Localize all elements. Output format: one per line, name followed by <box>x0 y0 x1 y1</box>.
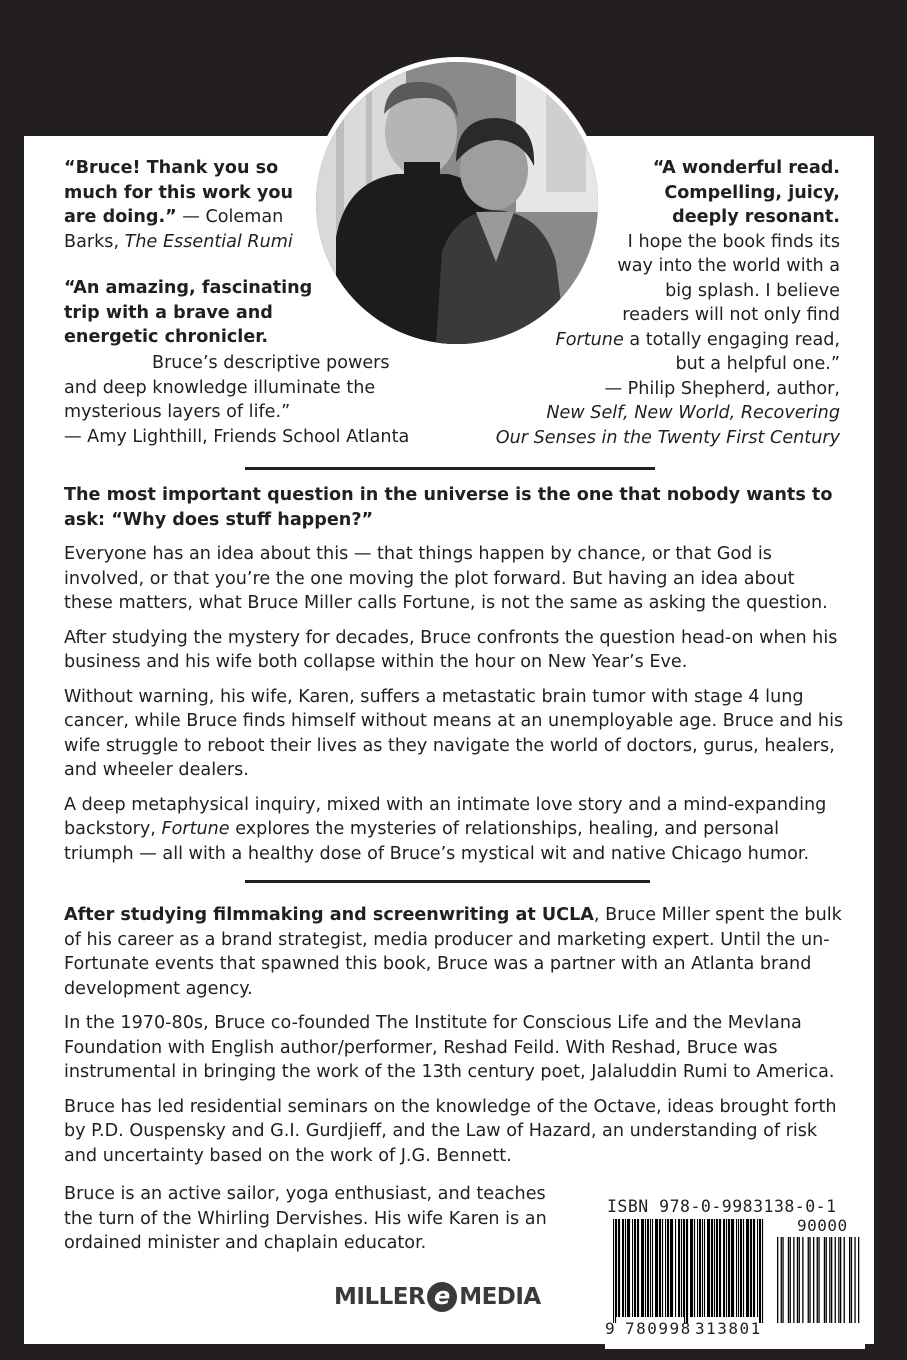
barcode-bar <box>667 1219 668 1317</box>
barcode-addon-bar <box>808 1237 809 1323</box>
barcode-bar <box>708 1219 709 1317</box>
barcode-addon-bar <box>826 1237 827 1323</box>
barcode-bar <box>647 1219 648 1317</box>
barcode-bar <box>670 1219 671 1317</box>
author-bio <box>64 903 844 1168</box>
divider <box>245 467 655 470</box>
barcode-bar <box>625 1219 626 1317</box>
barcode-addon-bar <box>849 1237 850 1323</box>
barcode-bar <box>738 1219 739 1317</box>
barcode-bar <box>650 1219 651 1317</box>
barcode-bar <box>717 1219 718 1317</box>
quote-bold-line: Compelling, juicy, <box>664 182 840 203</box>
book-title: New Self, New World, Recovering <box>546 403 840 423</box>
barcode-bar <box>632 1219 633 1317</box>
barcode-addon-bar <box>831 1237 832 1323</box>
barcode-bar <box>731 1219 732 1317</box>
quote-line: big splash. I believe <box>665 280 840 301</box>
isbn-barcode <box>605 1199 865 1349</box>
barcode-bar <box>720 1219 721 1317</box>
barcode-bar <box>679 1219 680 1317</box>
barcode-addon-bar <box>802 1237 803 1323</box>
barcode-bar <box>754 1219 755 1317</box>
barcode-bar <box>750 1219 751 1317</box>
logo-e-icon: e <box>427 1282 457 1312</box>
barcode-bar <box>622 1219 623 1317</box>
author-bio-last <box>64 1182 554 1256</box>
barcode-bar <box>740 1219 741 1317</box>
barcode-bar <box>675 1219 676 1317</box>
barcode-bar <box>619 1219 620 1317</box>
barcode-bar <box>637 1219 638 1317</box>
barcode-bar <box>656 1219 657 1317</box>
barcode-bar <box>694 1219 695 1317</box>
quote-amy-lighthill-body <box>64 351 424 449</box>
barcode-bar <box>613 1219 614 1323</box>
book-title: Fortune <box>555 329 624 350</box>
barcode-bar <box>671 1219 672 1317</box>
barcode-addon-bar <box>781 1237 782 1323</box>
barcode-bar <box>716 1219 717 1317</box>
synopsis-headline: The most important question in the universe is the one that nobody wants to ask: “Why does stuff happen?” <box>64 485 833 530</box>
publisher-logo <box>334 1280 541 1314</box>
barcode-bar <box>652 1219 653 1317</box>
synopsis-paragraph <box>64 793 844 867</box>
barcode-addon-bar <box>817 1237 818 1323</box>
barcode-bar <box>759 1219 760 1323</box>
barcode-bar <box>678 1219 679 1317</box>
book-title: Our Senses in the Twenty First Century <box>495 427 840 448</box>
barcode-bar <box>684 1219 685 1323</box>
barcode-bar <box>645 1219 646 1317</box>
barcode-digits-left: 780998 <box>625 1319 692 1338</box>
barcode-bar <box>733 1219 734 1317</box>
barcode-bar <box>627 1219 628 1317</box>
barcode-bar <box>723 1219 724 1317</box>
quote-philip-shepherd <box>480 156 840 450</box>
barcode-bar <box>655 1219 656 1317</box>
barcode-addon-bar <box>840 1237 841 1323</box>
barcode-bar <box>681 1219 682 1317</box>
quote-line: but a helpful one.” <box>675 354 840 374</box>
barcode-bar <box>741 1219 742 1317</box>
barcode-bar <box>760 1219 761 1323</box>
barcode-addon-bar <box>854 1237 855 1323</box>
barcode-bar <box>616 1219 617 1317</box>
book-title: Fortune <box>161 819 230 839</box>
quote-coleman-barks <box>64 156 296 254</box>
barcode-bar <box>746 1219 747 1317</box>
barcode-bar <box>726 1219 727 1317</box>
barcode-addon-bar <box>797 1237 798 1323</box>
barcode-bar <box>691 1219 692 1317</box>
barcode-bar <box>638 1219 639 1317</box>
barcode-addon-bar <box>851 1237 852 1323</box>
barcode-bar <box>700 1219 701 1317</box>
synopsis <box>64 483 844 866</box>
barcode-bar <box>719 1219 720 1317</box>
barcode-bar <box>643 1219 644 1317</box>
barcode-bar <box>714 1219 715 1317</box>
synopsis-paragraph: Without warning, his wife, Karen, suffers a metastatic brain tumor with stage 4 lung cancer, while Bruce finds himself without means at an unemployable age. Bruce and his wife struggle to reboot their lives as they navigate the world of doctors, gurus, healers, and wheeler dealers. <box>64 686 844 780</box>
barcode-bar <box>618 1219 619 1317</box>
barcode-bar <box>692 1219 693 1317</box>
quote-line: I hope the book finds its <box>627 231 840 252</box>
barcode-bar <box>712 1219 713 1317</box>
barcode-bar <box>686 1219 687 1323</box>
barcode-addon-bar <box>824 1237 825 1323</box>
barcode-addon-bar <box>829 1237 830 1323</box>
barcode-addon-bar <box>809 1237 810 1323</box>
quote-text: Bruce’s descriptive powers and deep knowledge illuminate the mysterious layers of life.” <box>64 353 390 422</box>
quote-attribution: — Amy Lighthill, Friends School Atlanta <box>64 426 410 447</box>
logo-text: MEDIA <box>459 1284 541 1310</box>
barcode-bar <box>659 1219 660 1317</box>
barcode-bar <box>668 1219 669 1317</box>
barcode-addon-bar <box>858 1237 859 1323</box>
synopsis-text: explores the mysteries of relationships, healing, and personal triumph — all with a healthy dose of Bruce’s mystical wit and native Chicago humor. <box>64 819 810 864</box>
quote-line: readers will not only find <box>622 305 840 325</box>
barcode-addon-bar <box>844 1237 845 1323</box>
barcode-bar <box>642 1219 643 1317</box>
barcode-addon-bar <box>782 1237 783 1323</box>
barcode-bar <box>729 1219 730 1317</box>
barcode-bar <box>709 1219 710 1317</box>
barcode-bar <box>753 1219 754 1317</box>
barcode-lead-digit: 9 <box>605 1319 615 1338</box>
quote-bold: “An amazing, fascinating trip with a brave and energetic chronicler. <box>64 278 313 347</box>
barcode-bar <box>615 1219 616 1323</box>
quote-bold-line: “A wonderful read. <box>652 158 840 178</box>
barcode-bar <box>762 1219 763 1323</box>
barcode-bar <box>634 1219 635 1317</box>
barcode-bar <box>702 1219 703 1317</box>
barcode-bar <box>748 1219 749 1317</box>
barcode-bar <box>683 1219 684 1317</box>
barcode-bar <box>732 1219 733 1317</box>
barcode-bar <box>690 1219 691 1317</box>
barcode-addon-bar <box>790 1237 791 1323</box>
barcode-addon-bar <box>818 1237 819 1323</box>
barcode-bar <box>672 1219 673 1317</box>
barcode-bar <box>648 1219 649 1317</box>
synopsis-paragraph: After studying the mystery for decades, Bruce confronts the question head-on when his business and his wife both collapse within the hour on New Year’s Eve. <box>64 627 838 672</box>
quote-line: a totally engaging read, <box>623 329 840 350</box>
barcode-bar <box>728 1219 729 1317</box>
barcode-addon-bar <box>777 1237 778 1323</box>
book-title: The Essential Rumi <box>124 231 293 252</box>
quote-bold: “Bruce! Thank you so much for this work you are doing.” <box>64 158 293 227</box>
barcode-bar <box>757 1219 758 1317</box>
synopsis-text: A deep metaphysical inquiry, mixed with an intimate love story and a mind-expanding backstory, <box>64 794 827 839</box>
synopsis-paragraph: Everyone has an idea about this — that things happen by chance, or that God is involved, or that you’re the one moving the plot forward. But having an idea about these matters, what Bruce Miller calls Fortune, is not the same as asking the question. <box>64 544 828 613</box>
barcode-bar <box>629 1219 630 1317</box>
barcode-bar <box>747 1219 748 1317</box>
barcode-bar <box>662 1219 663 1317</box>
quote-amy-lighthill <box>64 276 424 350</box>
barcode-addon-bar <box>835 1237 836 1323</box>
barcode-digits-right: 313801 <box>695 1319 762 1338</box>
barcode-bar <box>697 1219 698 1317</box>
bio-text: , Bruce Miller spent the bulk of his career as a brand strategist, media producer and marketing expert. Until the un-Fortunate events that spawned this book, Bruce was a partner with an Atlanta brand development agency. <box>64 905 842 999</box>
barcode-bar <box>704 1219 705 1317</box>
barcode-bar <box>628 1219 629 1317</box>
barcode-bar <box>623 1219 624 1317</box>
barcode-bar <box>687 1219 688 1323</box>
quote-attribution: — Coleman Barks, <box>64 207 284 252</box>
barcode-bar <box>660 1219 661 1317</box>
barcode-bar <box>724 1219 725 1317</box>
barcode-bar <box>707 1219 708 1317</box>
barcode-addon-bar <box>788 1237 789 1323</box>
bio-bold: After studying filmmaking and screenwriting at UCLA <box>64 905 594 925</box>
quote-line: way into the world with a <box>617 256 840 276</box>
barcode-bar <box>657 1219 658 1317</box>
barcode-addon-bar <box>813 1237 814 1323</box>
quote-bold-line: deeply resonant. <box>672 207 840 227</box>
barcode-addon-bar <box>793 1237 794 1323</box>
barcode-bar <box>665 1219 666 1317</box>
barcode-bar <box>699 1219 700 1317</box>
divider <box>245 880 650 883</box>
isbn-text: ISBN 978-0-9983138-0-1 <box>607 1197 837 1216</box>
price-code: 90000 <box>797 1216 848 1235</box>
barcode-bar <box>635 1219 636 1317</box>
bio-paragraph: Bruce has led residential seminars on the knowledge of the Octave, ideas brought forth by P.D. Ouspensky and G.I. Gurdjieff, and the Law of Hazard, an understanding of risk and uncertainty based on the work of J.G. Bennett. <box>64 1096 837 1166</box>
barcode-addon-bar <box>799 1237 800 1323</box>
bio-paragraph: Bruce is an active sailor, yoga enthusiast, and teaches the turn of the Whirling Dervishes. His wife Karen is an ordained minister and chaplain educator. <box>64 1184 547 1253</box>
barcode-bar <box>743 1219 744 1317</box>
bio-paragraph: In the 1970-80s, Bruce co-founded The Institute for Conscious Life and the Mevlana Foundation with English author/performer, Reshad Feild. With Reshad, Bruce was instrumental in bringing the work of the 13th century poet, Jalaluddin Rumi to America. <box>64 1013 835 1082</box>
barcode-addon-bar <box>838 1237 839 1323</box>
barcode-bar <box>751 1219 752 1317</box>
logo-text: MILLER <box>334 1284 426 1310</box>
barcode-bar <box>641 1219 642 1317</box>
quote-attribution: — Philip Shepherd, author, <box>604 378 840 399</box>
barcode-bar <box>736 1219 737 1317</box>
barcode-bar <box>711 1219 712 1317</box>
